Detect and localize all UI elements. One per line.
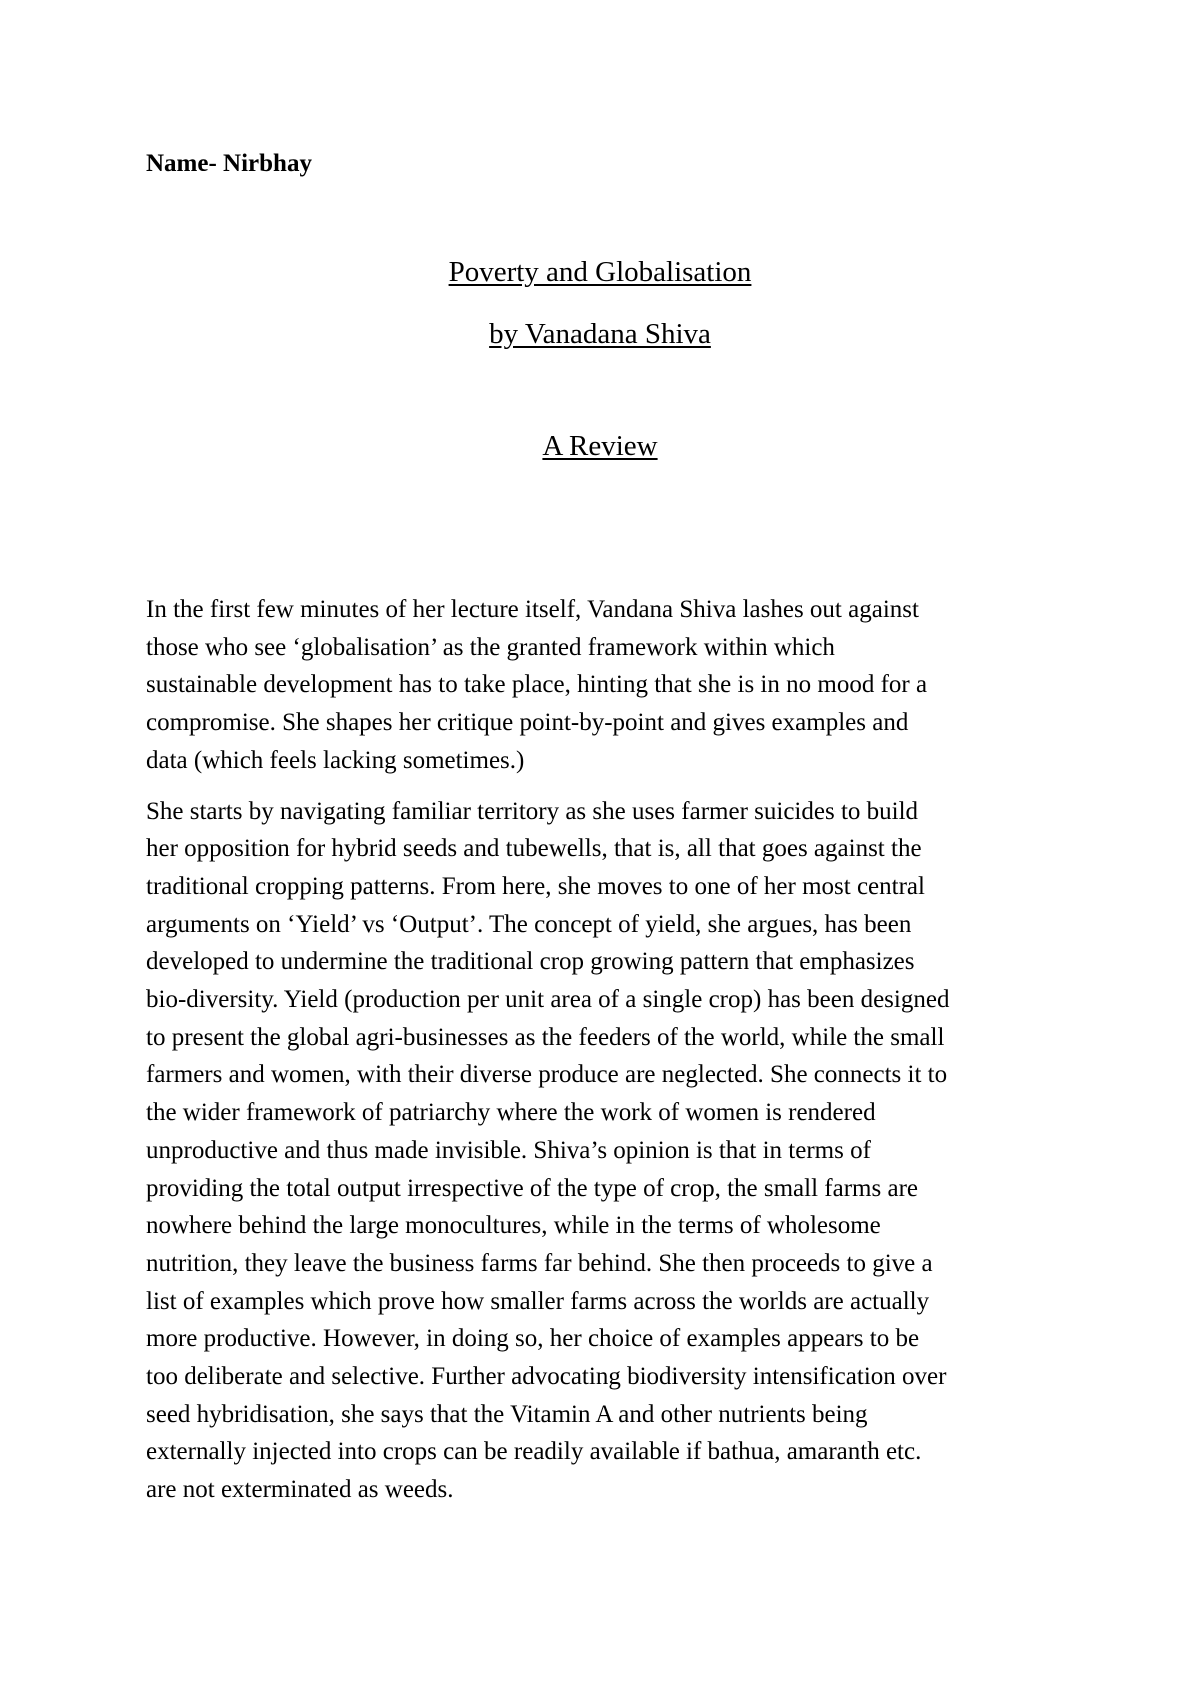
text-line: the wider framework of patriarchy where the work of women is rendered [146, 1099, 876, 1127]
document-body [146, 591, 1076, 1509]
document-title: Poverty and Globalisation [448, 256, 752, 288]
text-line: compromise. She shapes her critique point-by-point and gives examples and [146, 709, 909, 737]
document-subtitle: A Review [542, 430, 658, 462]
paragraph-1 [146, 591, 1076, 780]
text-line: providing the total output irrespective of the type of crop, the small farms are [146, 1174, 918, 1202]
text-line: those who see ‘globalisation’ as the granted framework within which [146, 633, 835, 661]
text-line: are not exterminated as weeds. [146, 1476, 454, 1504]
text-line: unproductive and thus made invisible. Shiva’s opinion is that in terms of [146, 1136, 871, 1164]
text-line: her opposition for hybrid seeds and tubewells, that is, all that goes against the [146, 835, 922, 863]
text-line: to present the global agri-businesses as the feeders of the world, while the small [146, 1023, 945, 1051]
text-line: farmers and women, with their diverse produce are neglected. She connects it to [146, 1061, 948, 1089]
text-line: traditional cropping patterns. From here, she moves to one of her most central [146, 872, 925, 900]
text-line: She starts by navigating familiar territory as she uses farmer suicides to build [146, 797, 919, 825]
text-line: In the first few minutes of her lecture itself, Vandana Shiva lashes out against [146, 596, 919, 623]
text-line: externally injected into crops can be readily available if bathua, amaranth etc. [146, 1438, 922, 1466]
document-byline: by Vanadana Shiva [489, 318, 711, 350]
text-line: bio-diversity. Yield (production per unit area of a single crop) has been designed [146, 986, 950, 1014]
paragraph-2 [146, 793, 1076, 1509]
text-line: list of examples which prove how smaller farms across the worlds are actually [146, 1287, 930, 1315]
text-line: seed hybridisation, she says that the Vitamin A and other nutrients being [146, 1400, 868, 1428]
author-name-line: Name- Nirbhay [146, 150, 312, 177]
text-line: too deliberate and selective. Further advocating biodiversity intensification over [146, 1363, 947, 1391]
text-line: sustainable development has to take place, hinting that she is in no mood for a [146, 671, 928, 699]
text-line: data (which feels lacking sometimes.) [146, 746, 525, 774]
text-line: arguments on ‘Yield’ vs ‘Output’. The concept of yield, she argues, has been [146, 910, 912, 938]
text-line: nowhere behind the large monocultures, while in the terms of wholesome [146, 1212, 881, 1240]
text-line: developed to undermine the traditional crop growing pattern that emphasizes [146, 948, 915, 976]
text-line: nutrition, they leave the business farms far behind. She then proceeds to give a [146, 1249, 933, 1277]
text-line: more productive. However, in doing so, her choice of examples appears to be [146, 1325, 920, 1353]
